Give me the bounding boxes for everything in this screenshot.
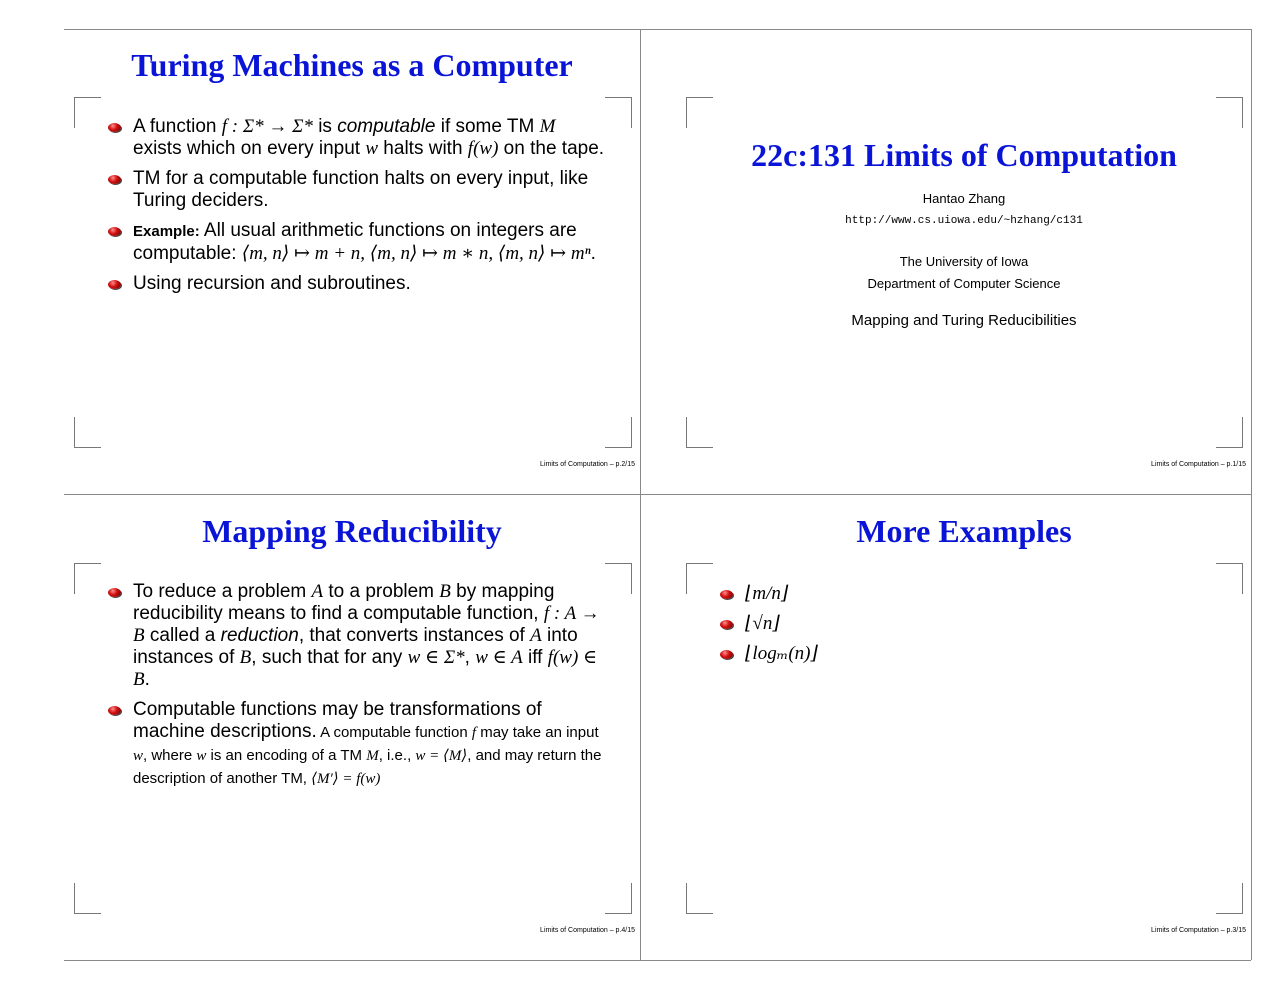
slide-mapping-reducibility [64,495,640,960]
frame-corner [74,417,101,448]
bullet-list [108,116,608,303]
university-name: The University of Iowa [899,254,1029,269]
bullet-item: To reduce a problem A to a problem B by mapping reducibility means to find a computable function, f : A → B called a reduction, that converts instances of A into instances of B, such that for any w ∈ Σ*, w ∈ A iff f(w) ∈ B. [108,581,608,691]
course-url: http://www.cs.uiowa.edu/~hzhang/c131 [845,215,1083,227]
frame-corner [686,97,713,128]
slide-footer: Limits of Computation – p.3/15 [1151,927,1246,934]
slide-footer: Limits of Computation – p.4/15 [540,927,635,934]
bullet-item: Using recursion and subroutines. [108,273,608,295]
page-bottom-rule [64,960,1251,961]
slide-title: Turing Machines as a Computer [131,47,573,83]
bullet-icon [108,588,121,597]
bullet-icon [108,175,121,184]
frame-corner [1216,883,1243,914]
slide-title: Mapping Reducibility [202,513,502,549]
course-title: 22c:131 Limits of Computation [751,137,1177,173]
frame-corner [686,563,713,594]
bullet-icon [720,650,733,659]
bullet-item: A function f : Σ* → Σ* is computable if some TM M exists which on every input w halts with f(w) on the tape. [108,116,608,160]
frame-corner [686,883,713,914]
bullet-item: ⌊√n⌋ [720,613,1120,635]
slide-title: More Examples [856,513,1072,549]
frame-corner [74,97,101,128]
frame-corner [74,563,101,594]
frame-corner [605,97,632,128]
author-name: Hantao Zhang [922,191,1006,206]
frame-corner [1216,417,1243,448]
bullet-item: TM for a computable function halts on every input, like Turing deciders. [108,168,608,212]
lecture-topic: Mapping and Turing Reducibilities [851,312,1077,329]
slide-title-page [640,29,1251,494]
bullet-item: ⌊logₘ(n)⌋ [720,643,1120,665]
slide-more-examples [640,495,1251,960]
bullet-list [108,581,608,798]
frame-corner [605,417,632,448]
bullet-icon [720,620,733,629]
frame-corner [74,883,101,914]
bullet-icon [108,123,121,132]
slide-footer: Limits of Computation – p.1/15 [1151,461,1246,468]
frame-corner [686,417,713,448]
bullet-icon [108,280,121,289]
frame-corner [1216,563,1243,594]
bullet-item: Example: All usual arithmetic functions on integers are computable: ⟨m, n⟩ ↦ m + n, ⟨m, n⟩ ↦ m ∗ n, ⟨m, n⟩ ↦ mⁿ. [108,220,608,265]
department-name: Department of Computer Science [867,276,1061,291]
bullet-icon [720,590,733,599]
slide-footer: Limits of Computation – p.2/15 [540,461,635,468]
bullet-icon [108,227,121,236]
slide-turing-machines [64,29,640,494]
bullet-list [720,583,1120,673]
bullet-item: ⌊m/n⌋ [720,583,1120,605]
bullet-item: Computable functions may be transformations of machine descriptions. A computable function f may take an input w, where w is an encoding of a TM M, i.e., w = ⟨M⟩, and may return the description of another TM, ⟨M′⟩ = f(w) [108,699,608,790]
frame-corner [605,883,632,914]
frame-corner [605,563,632,594]
frame-corner [1216,97,1243,128]
bullet-icon [108,706,121,715]
